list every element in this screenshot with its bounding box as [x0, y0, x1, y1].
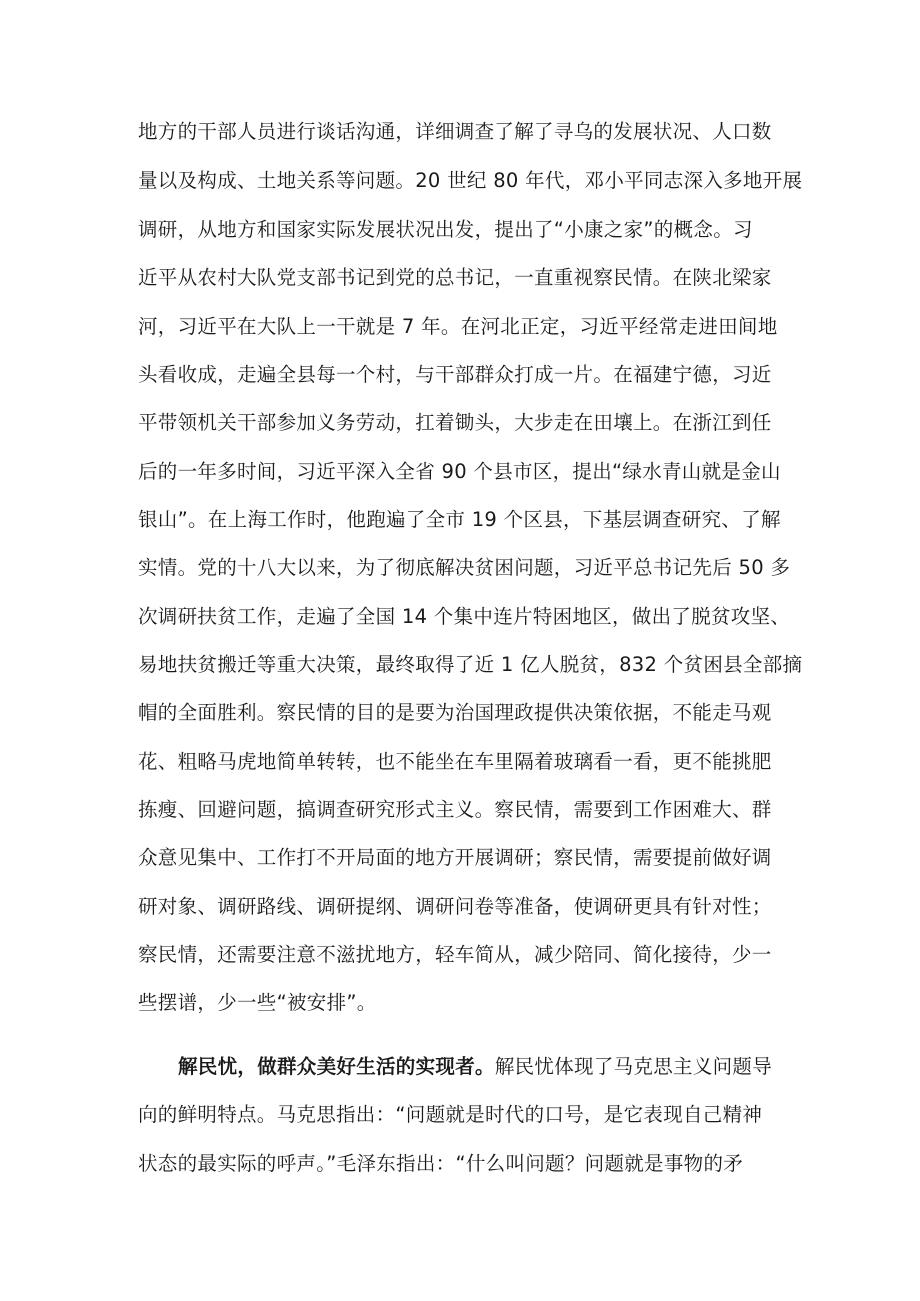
paragraph-line: 头看收成，走遍全县每一个村，与干部群众打成一片。在福建宁德，习近 [138, 363, 772, 386]
section-heading: 解民忧，做群众美好生活的实现者。 [178, 1055, 495, 1078]
paragraph-line: 花、粗略马虎地简单转转，也不能坐在车里隔着玻璃看一看，更不能挑肥 [138, 750, 772, 773]
paragraph-line: 河，习近平在大队上一干就是 7 年。在河北正定，习近平经常走进田间地 [138, 315, 778, 338]
paragraph-line: 调研，从地方和国家实际发展状况出发，提出了“小康之家”的概念。习 [138, 218, 753, 241]
paragraph-line: 研对象、调研路线、调研提纲、调研问卷等准备，使调研更具有针对性； [138, 895, 772, 918]
paragraph-line: 银山”。在上海工作时，他跑遍了全市 19 个区县，下基层调查研究、了解 [138, 508, 781, 531]
paragraph-line: 地方的干部人员进行谈话沟通，详细调查了解了寻乌的发展状况、人口数 [138, 120, 772, 143]
paragraph-line: 实情。党的十八大以来，为了彻底解决贫困问题，习近平总书记先后 50 多 [138, 556, 791, 579]
paragraph-line: 平带领机关干部参加义务劳动，扛着锄头，大步走在田壤上。在浙江到任 [138, 411, 772, 434]
paragraph-line: 近平从农村大队党支部书记到党的总书记，一直重视察民情。在陕北梁家 [138, 266, 772, 289]
paragraph-line: 后的一年多时间，习近平深入全省 90 个县市区，提出“绿水青山就是金山 [138, 460, 781, 483]
paragraph-line: 次调研扶贫工作，走遍了全国 14 个集中连片特困地区，做出了脱贫攻坚、 [138, 605, 791, 628]
paragraph-line-rest: 解民忧体现了马克思主义问题导 [494, 1055, 773, 1078]
paragraph-line: 些摆谱，少一些“被安排”。 [138, 991, 377, 1014]
paragraph-line: 拣瘦、回避问题，搞调查研究形式主义。察民情，需要到工作困难大、群 [138, 798, 772, 821]
paragraph-line: 察民情，还需要注意不滋扰地方，轻车简从，减少陪同、简化接待，少一 [138, 943, 772, 966]
paragraph-line: 状态的最实际的呼声。”毛泽东指出：“什么叫问题？问题就是事物的矛 [138, 1152, 744, 1175]
paragraph-line: 易地扶贫搬迁等重大决策，最终取得了近 1 亿人脱贫，832 个贫困县全部摘 [138, 653, 803, 676]
paragraph-line: 向的鲜明特点。马克思指出：“问题就是时代的口号，是它表现自己精神 [138, 1103, 763, 1126]
paragraph-line: 众意见集中、工作打不开局面的地方开展调研；察民情，需要提前做好调 [138, 846, 772, 869]
paragraph-first-line [178, 1055, 772, 1079]
paragraph-line: 帽的全面胜利。察民情的目的是要为治国理政提供决策依据，不能走马观 [138, 701, 772, 724]
paragraph-line: 量以及构成、土地关系等问题。20 世纪 80 年代，邓小平同志深入多地开展 [138, 169, 803, 192]
